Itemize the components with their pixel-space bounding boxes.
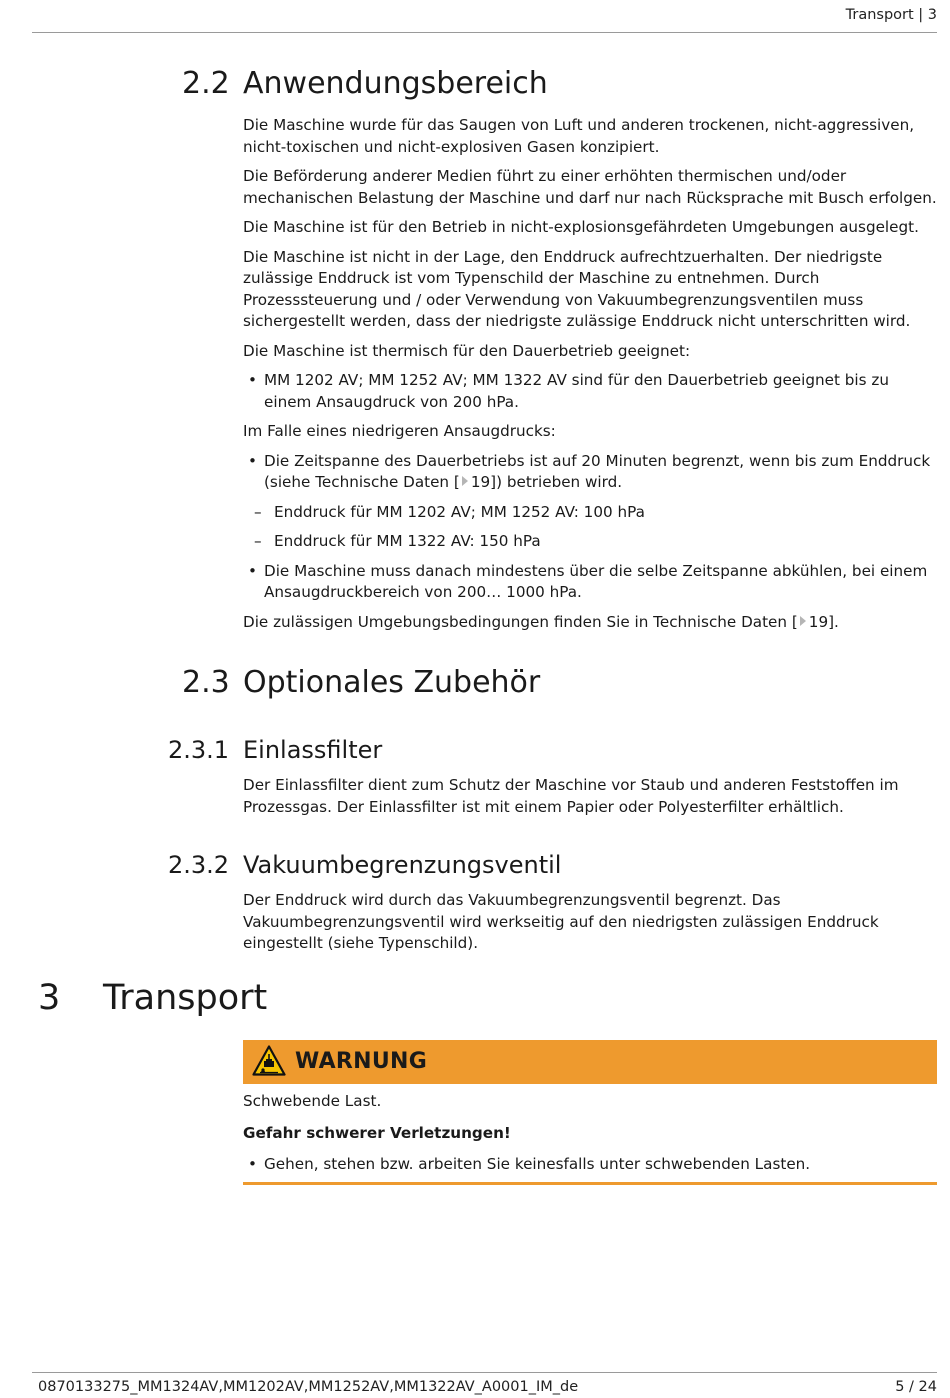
- page-footer: [32, 1372, 937, 1398]
- section-number: 2.3.1: [168, 736, 230, 764]
- header-text: Transport | 3: [845, 7, 937, 23]
- section-2-3-heading: [182, 665, 540, 700]
- section-2-3-2-body: [243, 890, 938, 955]
- paragraph: Die Maschine wurde für das Saugen von Luft und anderen trockenen, nicht-aggressiven, nicht-toxischen und nicht-explosiven Gasen konzipiert.: [243, 116, 915, 156]
- paragraph: Die Maschine ist nicht in der Lage, den Enddruck aufrechtzuerhalten. Der niedrigste zulässige Enddruck ist vom Typenschild der Maschine zu entnehmen. Durch Prozesssteuerung und / oder Verwendung von Vakuumbegrenzungsventilen muss sichergestellt werden, dass der niedrigste zulässige Enddruck nicht unterschritten wird.: [243, 247, 911, 330]
- paragraph: Die Maschine ist thermisch für den Dauerbetrieb geeignet:: [243, 341, 691, 360]
- warning-bottom-rule: [243, 1182, 937, 1185]
- page-ref[interactable]: 19]: [470, 473, 497, 491]
- page-header: [32, 6, 937, 33]
- section-title: Vakuumbegrenzungsventil: [243, 851, 562, 879]
- document-id: 0870133275_MM1324AV,MM1202AV,MM1252AV,MM1322AV_A0001_IM_de: [38, 1379, 579, 1395]
- warning-body: [243, 1091, 938, 1176]
- paragraph-text: .: [834, 612, 839, 631]
- warning-consequence: Gefahr schwerer Verletzungen!: [243, 1123, 511, 1142]
- section-title: Einlassfilter: [243, 736, 383, 764]
- section-title: Optionales Zubehör: [243, 665, 541, 700]
- technische-daten-link[interactable]: Technische Daten [: [315, 473, 460, 491]
- warning-text: Schwebende Last.: [243, 1092, 382, 1110]
- section-number: 2.3.2: [168, 851, 230, 879]
- section-number: 2.2: [182, 66, 230, 101]
- section-number: 2.3: [182, 665, 230, 700]
- section-title: Anwendungsbereich: [243, 66, 548, 101]
- list-item-text: Die Zeitspanne des Dauerbetriebs ist auf 20 Minuten begrenzt, wenn bis zum Enddruck (siehe: [264, 451, 931, 491]
- chapter-title: Transport: [103, 978, 268, 1018]
- page-number: 5 / 24: [895, 1379, 937, 1395]
- warning-title: WARNUNG: [295, 1049, 428, 1074]
- list-item: • MM 1202 AV; MM 1252 AV; MM 1322 AV sind für den Dauerbetrieb geeignet bis zu einem Ansaugdruck von 200 hPa.: [243, 370, 938, 413]
- page-ref[interactable]: 19]: [808, 612, 835, 631]
- section-2-3-2-heading: [168, 851, 561, 879]
- list-item: • Die Maschine muss danach mindestens über die selbe Zeitspanne abkühlen, bei einem Ansaugdruckbereich von 200… 1000 hPa.: [243, 561, 938, 604]
- sub-list-item: – Enddruck für MM 1322 AV: 150 hPa: [243, 531, 938, 553]
- technische-daten-link[interactable]: Technische Daten [: [653, 612, 798, 631]
- chapter-number: 3: [38, 978, 61, 1018]
- paragraph: Die Maschine ist für den Betrieb in nicht-explosionsgefährdeten Umgebungen ausgelegt.: [243, 218, 919, 236]
- paragraph: Der Enddruck wird durch das Vakuumbegrenzungsventil begrenzt. Das Vakuumbegrenzungsventil wird werkseitig auf den niedrigsten zulässigen Enddruck eingestellt (siehe Typenschild).: [243, 891, 879, 952]
- warning-instruction: • Gehen, stehen bzw. arbeiten Sie keinesfalls unter schwebenden Lasten.: [243, 1154, 938, 1176]
- page-ref-arrow-icon: [462, 476, 468, 486]
- warning-banner: [243, 1040, 937, 1084]
- paragraph: Die Beförderung anderer Medien führt zu einer erhöhten thermischen und/oder mechanischen Belastung der Maschine und darf nur nach Rücksprache mit Busch erfolgen.: [243, 167, 937, 207]
- section-2-2-body: [243, 115, 938, 633]
- paragraph: [243, 612, 938, 634]
- section-2-3-1-body: [243, 775, 938, 818]
- paragraph-text: Die zulässigen Umgebungsbedingungen finden Sie in: [243, 612, 649, 631]
- paragraph: Im Falle eines niedrigeren Ansaugdrucks:: [243, 422, 556, 440]
- section-2-3-1-heading: [168, 736, 382, 764]
- list-item-text: ) betrieben wird.: [496, 473, 623, 491]
- page-ref-arrow-icon: [800, 616, 806, 626]
- sub-list-item: – Enddruck für MM 1202 AV; MM 1252 AV: 100 hPa: [243, 502, 938, 524]
- list-item: [243, 451, 938, 494]
- paragraph: Der Einlassfilter dient zum Schutz der Maschine vor Staub und anderen Feststoffen im Prozessgas. Der Einlassfilter ist mit einem Papier oder Polyesterfilter erhältlich.: [243, 776, 899, 816]
- chapter-3-heading: [38, 978, 267, 1018]
- suspended-load-warning-icon: [252, 1045, 286, 1076]
- section-2-2-heading: [182, 66, 548, 101]
